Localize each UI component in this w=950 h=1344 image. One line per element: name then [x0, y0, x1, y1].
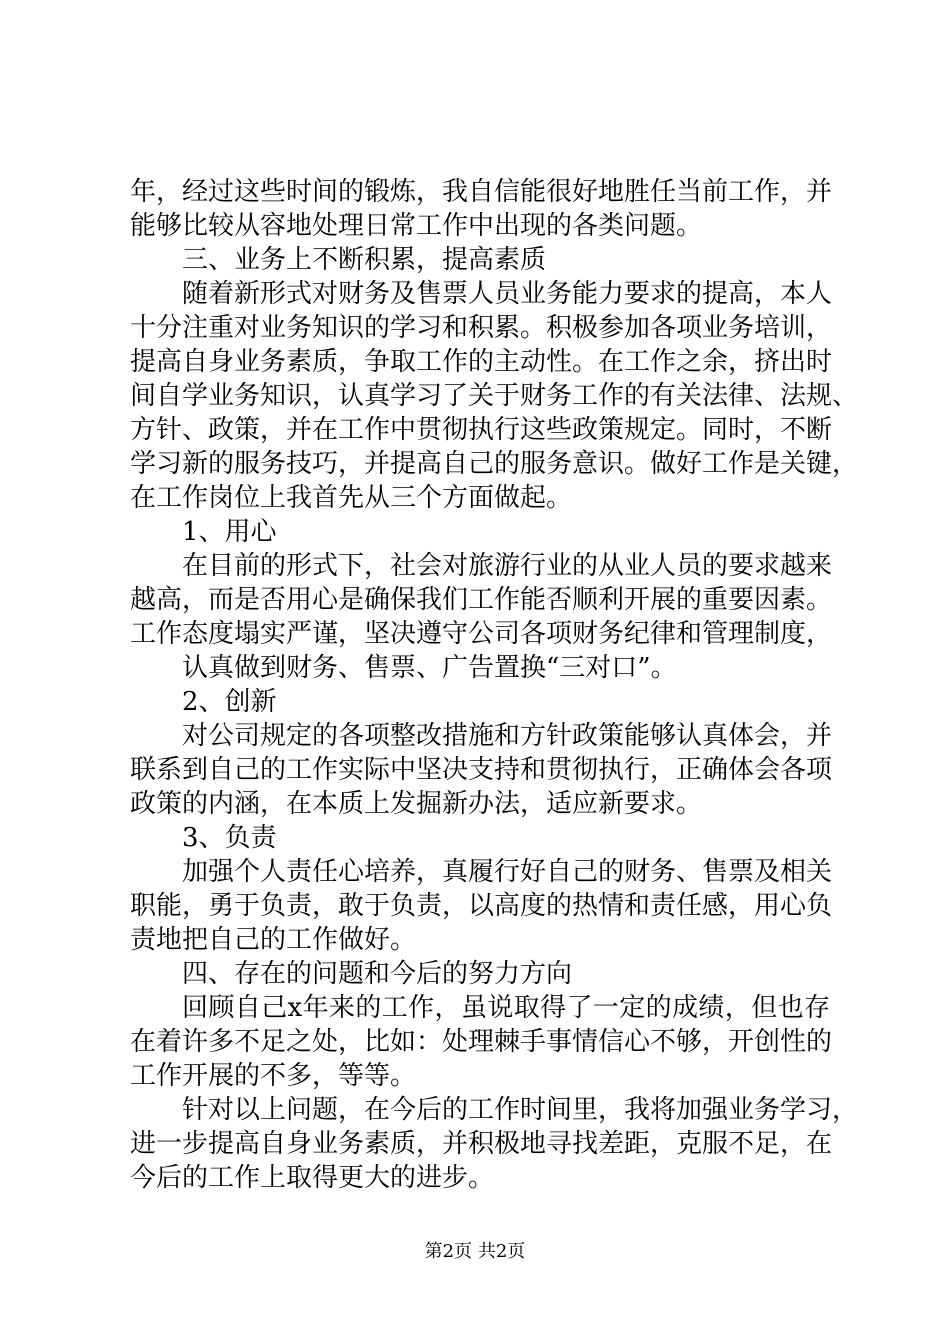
- document-body: [130, 175, 859, 1195]
- text-line: 政策的内涵，在本质上发掘新办法，适应新要求。: [130, 789, 703, 819]
- text-line: 学习新的服务技巧，并提高自己的服务意识。做好工作是关键，: [130, 449, 859, 479]
- text-line: 提高自身业务素质，争取工作的主动性。在工作之余，挤出时: [130, 347, 833, 377]
- text-line: 2、创新: [182, 687, 277, 717]
- text-line: 1、用心: [182, 517, 277, 547]
- text-line: 加强个人责任心培养，真履行好自己的财务、售票及相关: [182, 857, 833, 887]
- text-line: 年，经过这些时间的锻炼，我自信能很好地胜任当前工作，并: [130, 177, 833, 207]
- text-line: 针对以上问题，在今后的工作时间里，我将加强业务学习，: [182, 1095, 859, 1125]
- page-footer: 第2页 共2页: [424, 1241, 526, 1262]
- text-line: 间自学业务知识，认真学习了关于财务工作的有关法律、法规、: [130, 381, 859, 411]
- text-line: 职能，勇于负责，敢于负责，以高度的热情和责任感，用心负: [130, 891, 833, 921]
- text-line: 进一步提高自身业务素质，并积极地寻找差距，克服不足，在: [130, 1129, 833, 1159]
- text-line: 四、存在的问题和今后的努力方向: [182, 959, 573, 989]
- text-line: 方针、政策，并在工作中贯彻执行这些政策规定。同时，不断: [130, 415, 833, 445]
- text-line: 在工作岗位上我首先从三个方面做起。: [130, 483, 573, 513]
- text-line: 回顾自己x年来的工作，虽说取得了一定的成绩，但也存: [182, 993, 830, 1023]
- text-line: 认真做到财务、售票、广告置换“三对口”。: [182, 653, 677, 683]
- text-line: 联系到自己的工作实际中坚决支持和贯彻执行，正确体会各项: [130, 755, 833, 785]
- text-line: 三、业务上不断积累，提高素质: [182, 245, 547, 275]
- text-line: 工作态度塌实严谨，坚决遵守公司各项财务纪律和管理制度，: [130, 619, 833, 649]
- text-line: 能够比较从容地处理日常工作中出现的各类问题。: [130, 211, 703, 241]
- text-line: 越高，而是否用心是确保我们工作能否顺利开展的重要因素。: [130, 585, 833, 615]
- text-line: 在着许多不足之处，比如：处理棘手事情信心不够，开创性的: [130, 1027, 833, 1057]
- text-line: 工作开展的不多，等等。: [130, 1061, 417, 1091]
- text-line: 3、负责: [182, 823, 277, 853]
- text-line: 十分注重对业务知识的学习和积累。积极参加各项业务培训，: [130, 313, 833, 343]
- text-line: 随着新形式对财务及售票人员业务能力要求的提高，本人: [182, 279, 833, 309]
- text-line: 今后的工作上取得更大的进步。: [130, 1163, 495, 1193]
- text-line: 在目前的形式下，社会对旅游行业的从业人员的要求越来: [182, 551, 833, 581]
- text-line: 对公司规定的各项整改措施和方针政策能够认真体会，并: [182, 721, 833, 751]
- text-line: 责地把自己的工作做好。: [130, 925, 417, 955]
